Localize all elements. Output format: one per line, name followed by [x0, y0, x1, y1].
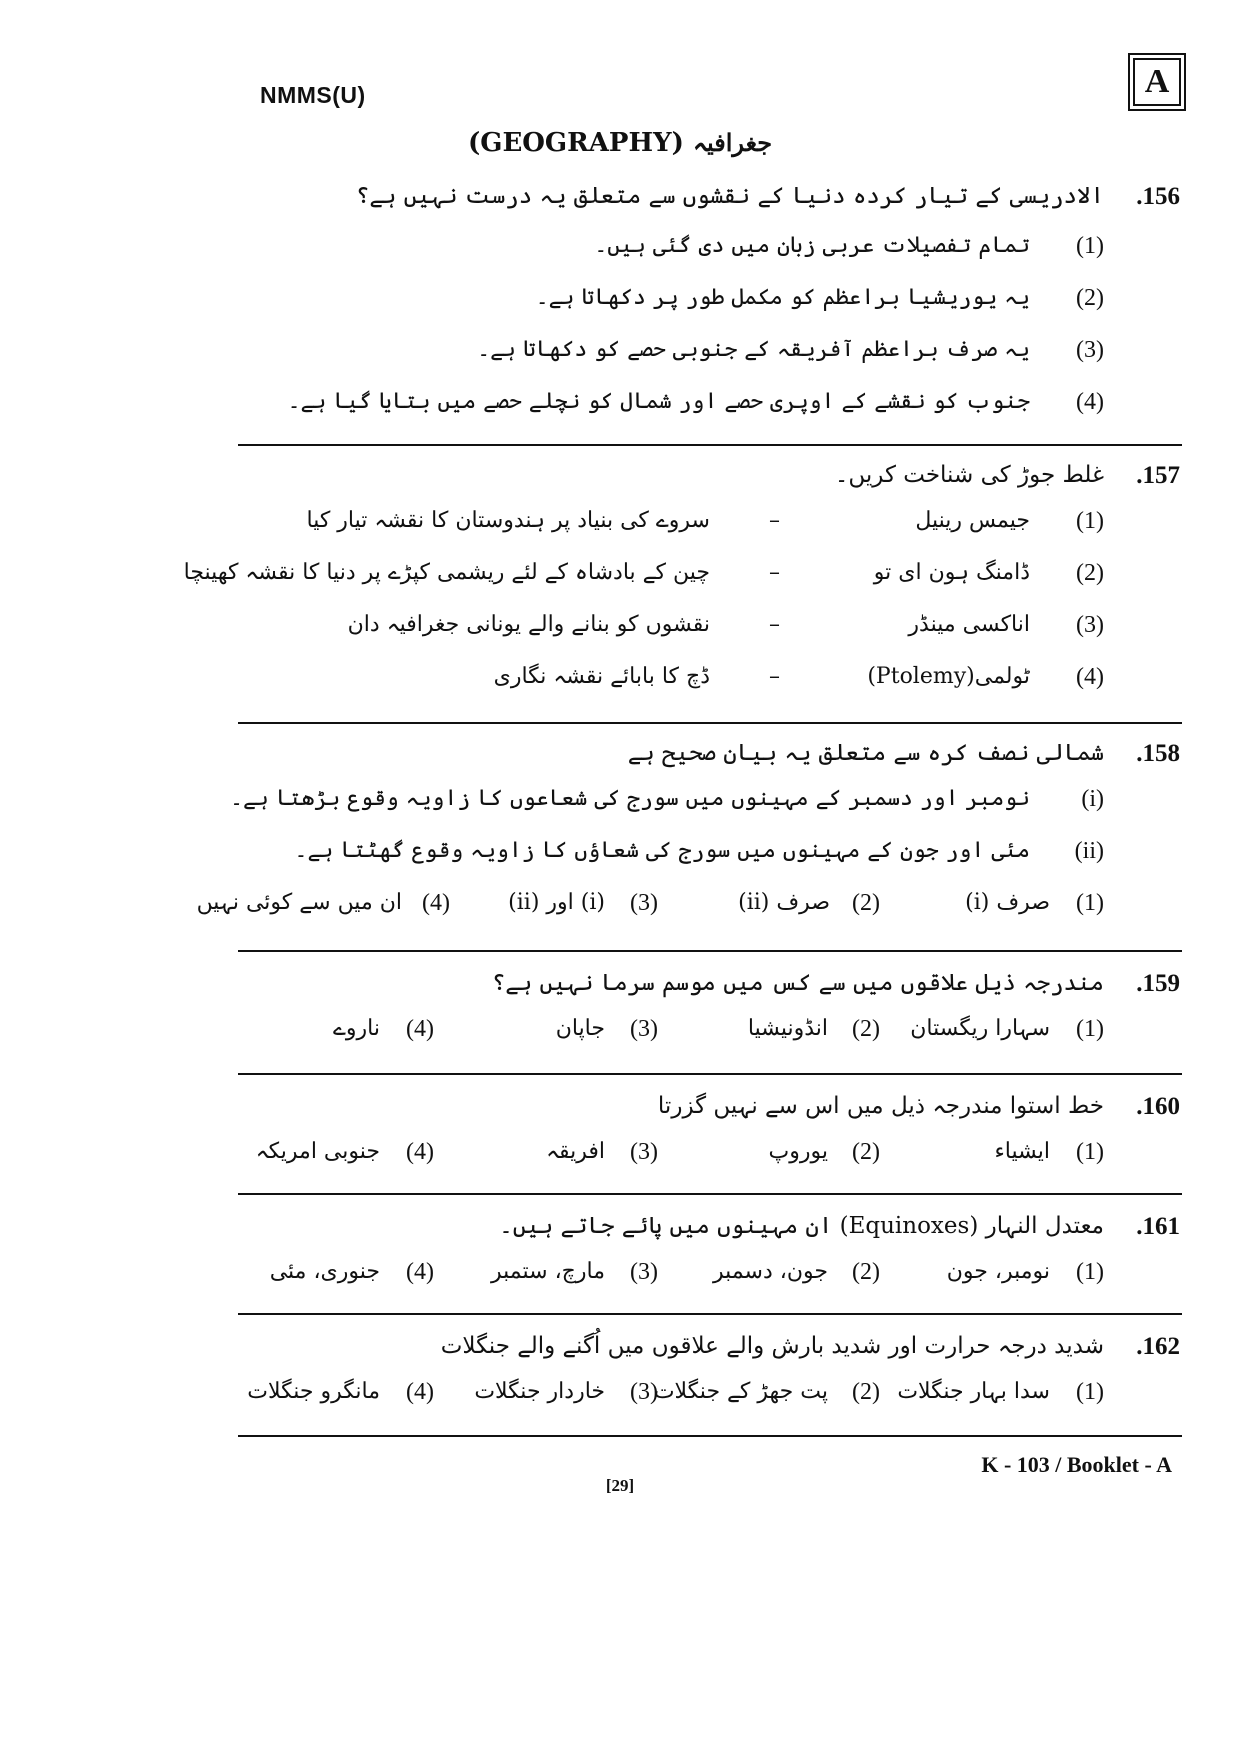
option-text[interactable]: سدا بہار جنگلات	[897, 1379, 1050, 1404]
divider	[238, 1193, 1182, 1195]
option-number[interactable]: (2)	[852, 1016, 880, 1042]
question-text: غلط جوڑ کی شناخت کریں۔	[834, 462, 1104, 488]
set-label-box: A	[1133, 58, 1181, 106]
question-text: معتدل النہار (Equinoxes) ان مہینوں میں پائے جاتے ہیں۔	[499, 1213, 1104, 1239]
option-text[interactable]: جنوری، مئی	[269, 1259, 380, 1284]
question-text: مندرجہ ذیل علاقوں میں سے کس میں موسم سرما نہیں ہے؟	[491, 970, 1104, 996]
question-text: شمالی نصف کرہ سے متعلق یہ بیان صحیح ہے	[627, 740, 1104, 766]
statement-row	[230, 786, 1180, 838]
option-text[interactable]: جنوبی امریکہ	[255, 1139, 380, 1164]
option-number[interactable]: (4)	[406, 1259, 434, 1285]
option-text: جنوب کو نقشے کے اوپری حصے اور شمال کو نچلے حصے میں بتایا گیا ہے۔	[287, 389, 1030, 414]
option-text[interactable]: ان میں سے کوئی نہیں	[196, 890, 402, 915]
question-156	[240, 183, 1180, 441]
question-text: شدید درجہ حرارت اور شدید بارش والے علاقوں میں اُگنے والے جنگلات	[440, 1333, 1104, 1359]
option-number[interactable]: (2)	[852, 1139, 880, 1165]
divider	[238, 444, 1182, 446]
question-159	[240, 970, 1180, 1068]
option-number: (3)	[1076, 612, 1104, 638]
pair-left: ٹولمی(Ptolemy)	[867, 664, 1030, 689]
option-number[interactable]: (4)	[406, 1139, 434, 1165]
option-text[interactable]: نومبر، جون	[946, 1259, 1050, 1284]
question-157	[183, 462, 1180, 716]
question-number: .160	[1136, 1093, 1180, 1120]
pair-row[interactable]	[240, 508, 1180, 560]
question-number: .162	[1136, 1333, 1180, 1360]
option-number[interactable]: (2)	[852, 1259, 880, 1285]
subject-title	[0, 128, 1240, 158]
option-number[interactable]: (1)	[1076, 1016, 1104, 1042]
option-number[interactable]: (1)	[1076, 1379, 1104, 1405]
statement-text: نومبر اور دسمبر کے مہینوں میں سورج کی شعاعوں کا زاویہ وقوع بڑھتا ہے۔	[230, 786, 1030, 811]
option-number: (4)	[1076, 664, 1104, 690]
question-160	[240, 1093, 1180, 1191]
pair-dash: –	[769, 664, 780, 689]
option-text[interactable]: صرف (i)	[965, 890, 1050, 915]
option-number[interactable]: (2)	[852, 1379, 880, 1405]
option-number[interactable]: (1)	[1076, 890, 1104, 916]
question-number: .158	[1136, 740, 1180, 767]
pair-dash: –	[769, 612, 780, 637]
pair-row[interactable]	[240, 664, 1180, 716]
pair-left: جیمس رینیل	[915, 508, 1030, 533]
option-number[interactable]: (4)	[406, 1016, 434, 1042]
option-number: (3)	[1076, 337, 1104, 363]
subject-title-en: (GEOGRAPHY)	[467, 128, 684, 158]
statement-row	[240, 838, 1180, 890]
option-text: یہ صرف براعظم آفریقہ کے جنوبی حصے کو دکھاتا ہے۔	[477, 337, 1030, 362]
options-row	[240, 1379, 1180, 1431]
option-text[interactable]: مارچ، ستمبر	[491, 1259, 605, 1284]
divider	[238, 950, 1182, 952]
option-text: یہ یوریشیا براعظم کو مکمل طور پر دکھاتا ہے۔	[535, 285, 1030, 310]
pair-left: ڈامنگ ہون ای تو	[873, 560, 1030, 585]
option-number[interactable]: (3)	[630, 1379, 658, 1405]
question-text: الادریسی کے تیار کردہ دنیا کے نقشوں سے متعلق یہ درست نہیں ہے؟	[355, 183, 1104, 209]
option-number: (2)	[1076, 285, 1104, 311]
pair-row[interactable]	[240, 612, 1180, 664]
statement-number: (ii)	[1074, 838, 1104, 864]
statement-text: مئی اور جون کے مہینوں میں سورج کی شعاؤں کا زاویہ وقوع گھٹتا ہے۔	[294, 838, 1030, 863]
option-text[interactable]: جاپان	[555, 1016, 605, 1041]
pair-row[interactable]	[183, 560, 1180, 612]
option-text[interactable]: مانگرو جنگلات	[247, 1379, 380, 1404]
pair-right: سروے کی بنیاد پر ہندوستان کا نقشہ تیار کیا	[306, 508, 710, 533]
question-text: خط استوا مندرجہ ذیل میں اس سے نہیں گزرتا	[657, 1093, 1104, 1119]
option-text[interactable]: صرف (ii)	[738, 890, 830, 915]
statement-number: (i)	[1081, 786, 1104, 812]
subject-title-ur: جغرافیہ	[692, 128, 773, 157]
paper-code: NMMS(U)	[260, 82, 366, 108]
question-158	[196, 740, 1180, 942]
option-text[interactable]: ایشیاء	[994, 1139, 1050, 1164]
option-number[interactable]: (1)	[1076, 1139, 1104, 1165]
divider	[238, 722, 1182, 724]
pair-dash: –	[769, 508, 780, 533]
option-number: (2)	[1076, 560, 1104, 586]
options-row	[240, 1139, 1180, 1191]
option-number[interactable]: (4)	[422, 890, 450, 916]
pair-dash: –	[769, 560, 780, 585]
divider	[238, 1435, 1182, 1437]
option-text[interactable]: افریقہ	[546, 1139, 605, 1164]
option-text[interactable]: (i) اور (ii)	[508, 890, 605, 915]
option-text[interactable]: ناروے	[333, 1016, 380, 1041]
pair-right: ڈچ کا بابائے نقشہ نگاری	[493, 664, 710, 689]
divider	[238, 1313, 1182, 1315]
option-text[interactable]: جون، دسمبر	[713, 1259, 828, 1284]
option-row[interactable]	[240, 389, 1180, 441]
question-number: .157	[1136, 462, 1180, 489]
option-number[interactable]: (3)	[630, 1259, 658, 1285]
booklet-code: K - 103 / Booklet - A	[981, 1452, 1172, 1477]
option-number[interactable]: (4)	[406, 1379, 434, 1405]
option-text[interactable]: یوروپ	[768, 1139, 828, 1164]
option-row[interactable]	[240, 285, 1180, 337]
option-text: تمام تفصیلات عربی زبان میں دی گئی ہیں۔	[594, 233, 1030, 258]
option-row[interactable]	[240, 337, 1180, 389]
question-162	[240, 1333, 1180, 1431]
option-number[interactable]: (2)	[852, 890, 880, 916]
option-number[interactable]: (3)	[630, 890, 658, 916]
pair-right: چین کے بادشاہ کے لئے ریشمی کپڑے پر دنیا کا نقشہ کھینچا	[183, 560, 710, 585]
option-text[interactable]: سہارا ریگستان	[910, 1016, 1050, 1041]
option-row[interactable]	[240, 233, 1180, 285]
option-text[interactable]: خاردار جنگلات	[474, 1379, 605, 1404]
question-161	[240, 1213, 1180, 1311]
options-row	[240, 1259, 1180, 1311]
option-text[interactable]: انڈونیشیا	[747, 1016, 828, 1041]
pair-right: نقشوں کو بنانے والے یونانی جغرافیہ دان	[347, 612, 710, 637]
page-number: [29]	[605, 1476, 635, 1495]
pair-left: اناکسی مینڈر	[908, 612, 1030, 637]
option-number: (1)	[1076, 233, 1104, 259]
options-row	[196, 890, 1180, 942]
option-number[interactable]: (3)	[630, 1016, 658, 1042]
option-number: (1)	[1076, 508, 1104, 534]
options-row	[240, 1016, 1180, 1068]
question-number: .156	[1136, 183, 1180, 210]
question-number: .159	[1136, 970, 1180, 997]
question-number: .161	[1136, 1213, 1180, 1240]
option-number[interactable]: (1)	[1076, 1259, 1104, 1285]
option-number: (4)	[1076, 389, 1104, 415]
option-number[interactable]: (3)	[630, 1139, 658, 1165]
divider	[238, 1073, 1182, 1075]
option-text[interactable]: پت جھڑ کے جنگلات	[653, 1379, 828, 1404]
